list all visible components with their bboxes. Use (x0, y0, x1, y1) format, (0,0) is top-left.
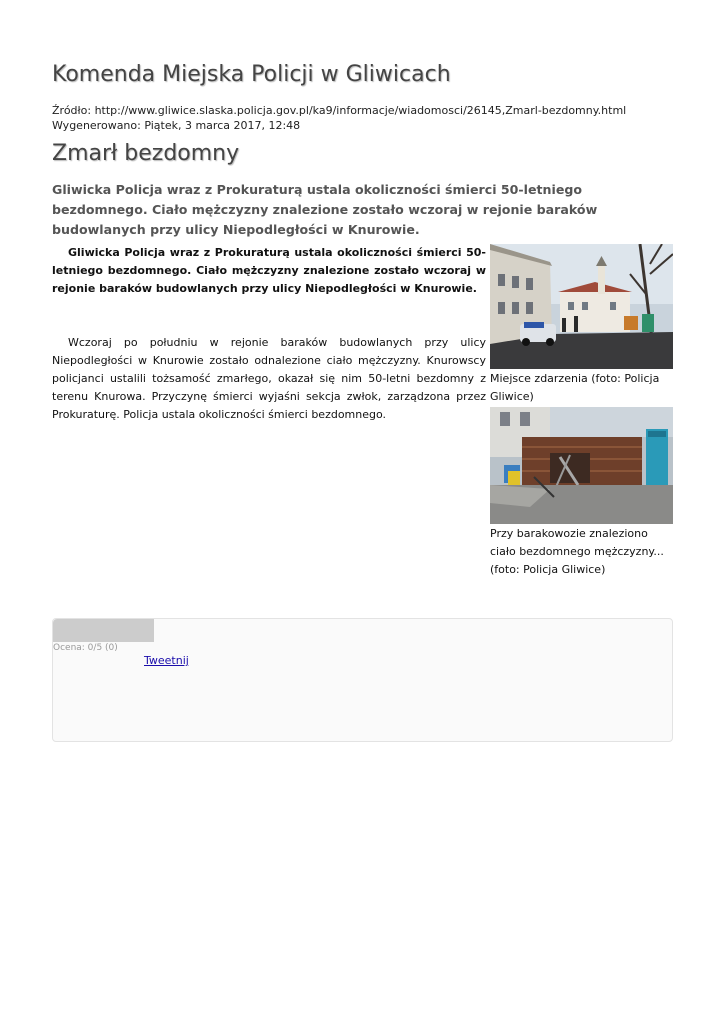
tweet-button[interactable]: Tweetnij (144, 654, 189, 667)
article-body-paragraph: Wczoraj po południu w rejonie baraków budowlanych przy ulicy Niepodległości w Knurowie zostało odnalezione ciało mężczyzny. Knurowscy policjanci ustalili tożsamość zmarłego, okazał się nim 50-letni bezdomny z terenu Knurowa. Przyczynę śmierci wyjaśni sekcja zwłok, zarządzona przez Prokuraturę. Policja ustala okoliczności śmierci bezdomnego. (52, 336, 486, 421)
photo-caption-scene: Miejsce zdarzenia (foto: Policja Gliwice) (490, 372, 660, 403)
article-title: Zmarł bezdomny (52, 141, 240, 166)
site-title: Komenda Miejska Policji w Gliwicach (52, 62, 451, 87)
rating-stars-bar[interactable] (53, 619, 154, 642)
paragraph-spacer (52, 298, 486, 316)
article-intro-bold: Gliwicka Policja wraz z Prokuraturą ustala okoliczności śmierci 50-letniego bezdomnego. Ciało mężczyzny znalezione zostało wczoraj w rejonie baraków budowlanych przy ulicy Niepodległości w Knurowie. (52, 246, 486, 295)
photo-trailer (490, 407, 673, 524)
article-body (52, 244, 486, 424)
source-meta (52, 103, 626, 133)
photo-caption-trailer: Przy barakowozie znaleziono ciało bezdomnego mężczyzny... (foto: Policja Gliwice) (490, 527, 664, 576)
scene-photo-image (490, 244, 673, 369)
rating-label: Ocena: 0/5 (0) (53, 643, 118, 653)
article-lead: Gliwicka Policja wraz z Prokuraturą ustala okoliczności śmierci 50-letniego bezdomnego. Ciało mężczyzny znalezione zostało wczoraj w rejonie baraków budowlanych przy ulicy Niepodległości w Knurowie. (52, 182, 598, 237)
generated-date-line: Wygenerowano: Piątek, 3 marca 2017, 12:48 (52, 119, 301, 132)
photo-scene (490, 244, 673, 369)
paragraph-spacer (52, 316, 486, 334)
source-url-line: Źródło: http://www.gliwice.slaska.policja.gov.pl/ka9/informacje/wiadomosci/26145,Zmarl-bezdomny.html (52, 104, 627, 117)
rating-widget (52, 618, 673, 742)
trailer-photo-image (490, 407, 673, 524)
photo-column (490, 244, 673, 579)
